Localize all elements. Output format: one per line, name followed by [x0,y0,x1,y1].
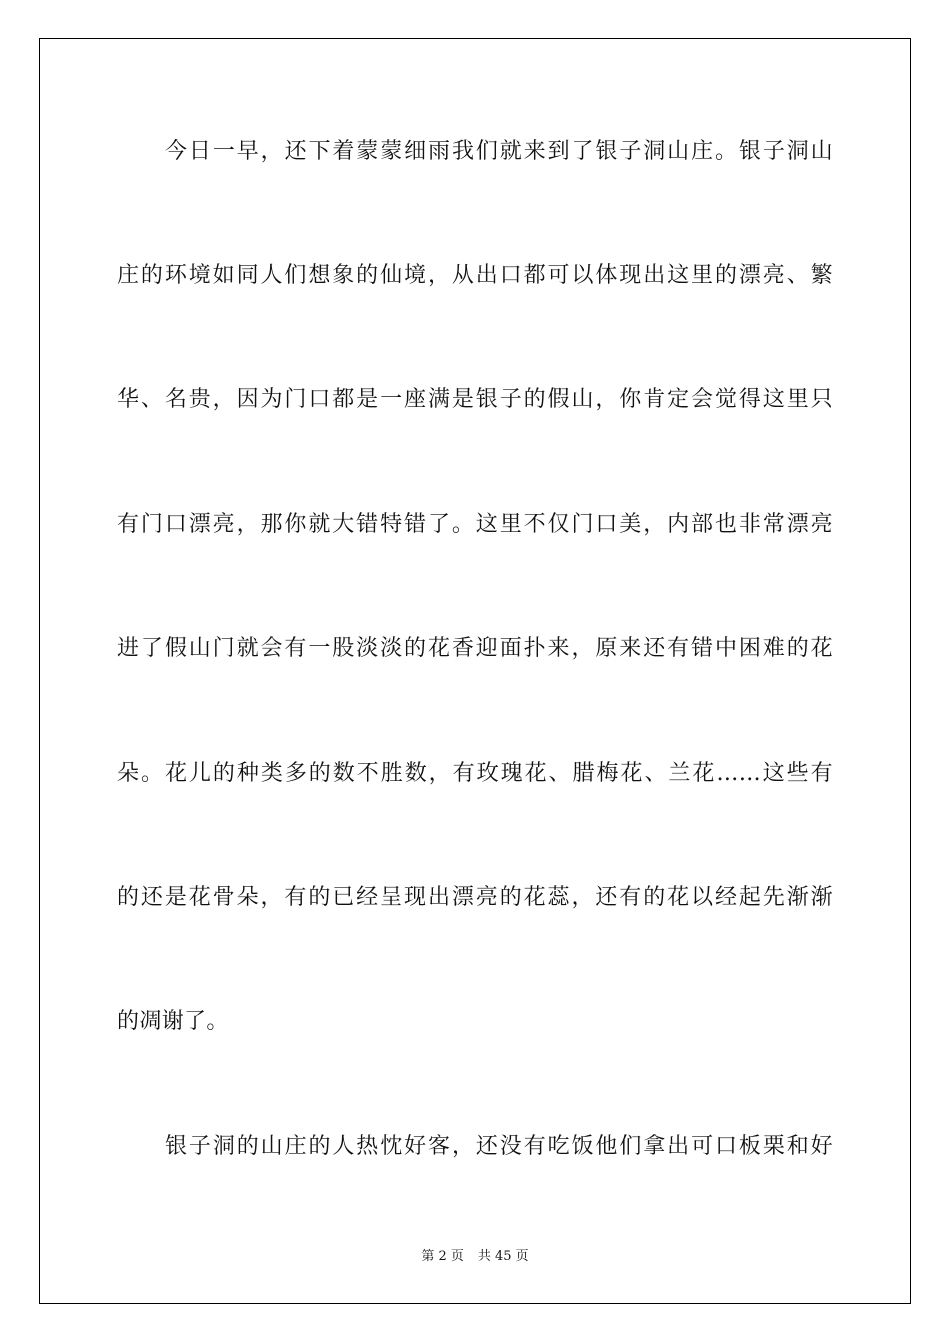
paragraph-line: 今日一早，还下着蒙蒙细雨我们就来到了银子洞山庄。银子洞山 [165,139,833,164]
paragraph-line: 的还是花骨朵，有的已经呈现出漂亮的花蕊，还有的花以经起先渐渐 [117,885,833,910]
page-total: 共 45 页 [477,1249,529,1264]
page-border [39,38,911,1304]
page-number: 第 2 页 [421,1249,464,1264]
paragraph-line: 庄的环境如同人们想象的仙境，从出口都可以体现出这里的漂亮、繁 [117,263,833,288]
page-footer [0,1248,950,1266]
paragraph-line: 有门口漂亮，那你就大错特错了。这里不仅门口美，内部也非常漂亮 [117,512,833,537]
paragraph-line: 朵。花儿的种类多的数不胜数，有玫瑰花、腊梅花、兰花……这些有 [117,761,833,786]
paragraph-line: 华、名贵，因为门口都是一座满是银子的假山，你肯定会觉得这里只 [117,387,833,412]
paragraph-line: 进了假山门就会有一股淡淡的花香迎面扑来，原来还有错中困难的花 [117,636,833,661]
paragraph-line: 银子洞的山庄的人热忱好客，还没有吃饭他们拿出可口板栗和好 [165,1134,833,1159]
paragraph-line-last: 的凋谢了。 [117,1009,229,1034]
